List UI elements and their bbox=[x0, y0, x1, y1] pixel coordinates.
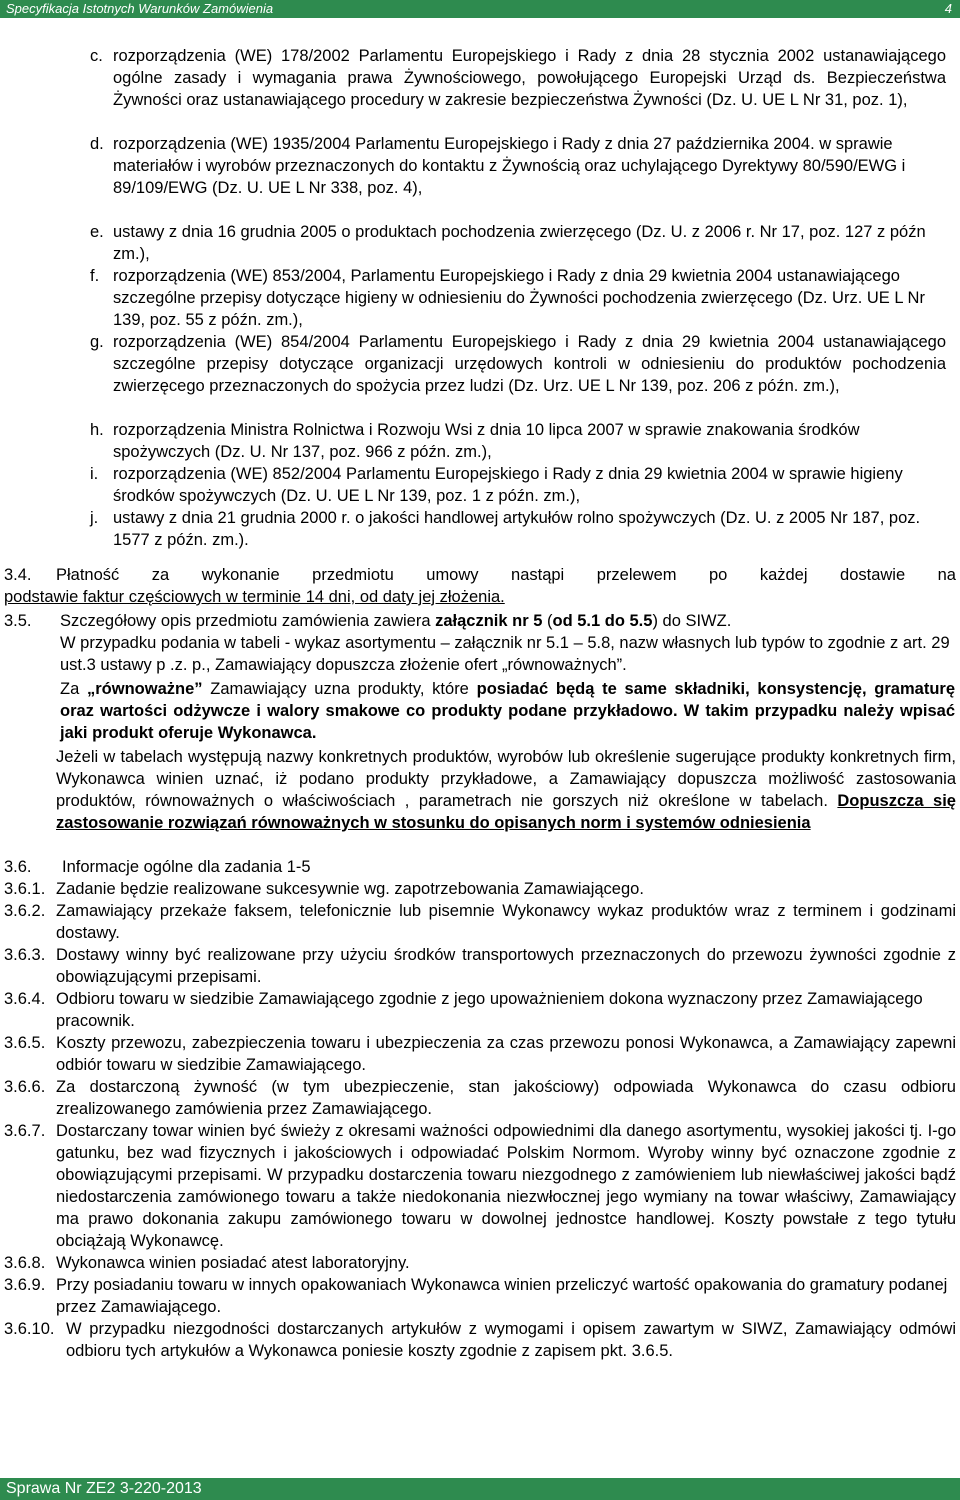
section-3-6-items bbox=[4, 878, 956, 1384]
item-label: 3.6.10. bbox=[4, 1320, 55, 1338]
list-item-text: ustawy z dnia 21 grudnia 2000 r. o jakości handlowej artykułów rolno spożywczych (Dz. U. z 2005 Nr 187, poz. 1577 z późn. zm.). bbox=[113, 509, 921, 549]
list-item bbox=[4, 1274, 956, 1318]
item-text: Dostawy winny być realizowane przy użyciu środków transportowych przeznaczonych do przewozu żywności zgodnie z obowiązującymi przepisami. bbox=[56, 946, 956, 986]
list-item bbox=[4, 878, 956, 900]
list-item-label: j. bbox=[90, 509, 99, 527]
list-item bbox=[4, 1032, 956, 1076]
list-item bbox=[4, 1120, 956, 1252]
section-text: Płatność za wykonanie przedmiotu umowy nastąpi przelewem po każdej dostawie na bbox=[56, 566, 956, 584]
attachment-ref: załącznik nr 5 bbox=[435, 612, 543, 630]
item-text: Przy posiadaniu towaru w innych opakowaniach Wykonawca winien przeliczyć wartość opakowania do gramatury podanej przez Zamawiającego. bbox=[56, 1276, 948, 1316]
list-item bbox=[4, 1076, 956, 1120]
section-heading: Informacje ogólne dla zadania 1-5 bbox=[62, 858, 311, 876]
list-item bbox=[4, 944, 956, 988]
list-item-label: h. bbox=[90, 421, 104, 439]
item-text: Odbioru towaru w siedzibie Zamawiającego zgodnie z jego upoważnieniem dokona wyznaczony przez Zamawiającego pracownik. bbox=[56, 990, 923, 1030]
list-item bbox=[4, 900, 956, 944]
item-text: W przypadku niezgodności dostarczanych artykułów z wymogami i opisem zawartym w SIWZ, Zamawiający odmówi odbioru tych artykułów a Wykonawca poniesie koszty zgodnie z zapisem pkt. 3.6.5. bbox=[66, 1320, 956, 1360]
text-run: ( bbox=[542, 612, 553, 630]
equivalent-definition bbox=[60, 678, 955, 744]
case-reference: Sprawa Nr ZE2 3-220-2013 bbox=[6, 1480, 202, 1497]
list-item-label: c. bbox=[90, 47, 103, 65]
list-item-label: e. bbox=[90, 223, 104, 241]
list-item bbox=[0, 221, 960, 265]
item-label: 3.6.5. bbox=[4, 1034, 46, 1052]
list-item bbox=[4, 1318, 956, 1384]
list-item-text: rozporządzenia Ministra Rolnictwa i Rozwoju Wsi z dnia 10 lipca 2007 w sprawie znakowania środków spożywczych (Dz. U. Nr 137, poz. 966 z późn. zm.), bbox=[113, 421, 860, 461]
list-item bbox=[4, 988, 956, 1032]
item-label: 3.6.2. bbox=[4, 902, 46, 920]
equivalent-solutions-note: Dopuszcza się zastosowanie rozwiązań równoważnych w stosunku do opisanych norm i systemów odniesienia bbox=[56, 792, 956, 832]
item-label: 3.6.1. bbox=[4, 880, 46, 898]
document-title: Specyfikacja Istotnych Warunków Zamówienia bbox=[6, 1, 274, 16]
page-footer bbox=[0, 1478, 960, 1500]
section-3-5 bbox=[4, 610, 956, 834]
item-text: Zadanie będzie realizowane sukcesywnie wg. zapotrzebowania Zamawiającego. bbox=[56, 880, 644, 898]
item-label: 3.6.8. bbox=[4, 1254, 46, 1272]
list-item bbox=[0, 133, 960, 221]
item-text: Zamawiający przekaże faksem, telefonicznie lub pisemnie Wykonawcy wykaz produktów wraz z terminem i godzinami dostawy. bbox=[56, 902, 956, 942]
list-item bbox=[0, 419, 960, 463]
page-number: 4 bbox=[944, 1, 952, 16]
list-item-label: f. bbox=[90, 267, 100, 285]
list-item bbox=[4, 1252, 956, 1274]
list-item-label: i. bbox=[90, 465, 99, 483]
legal-acts-list bbox=[0, 45, 960, 551]
list-item bbox=[0, 507, 960, 551]
item-text: Dostarczany towar winien być świeży z okresami ważności odpowiednimi dla danego asortymentu, wysokiej jakości tj. I-go gatunku, bez wad fizycznych i jakościowych i odpowiadać Polskim Normom. Wyroby winny być oznaczone zgodnie z obowiązującymi przepisami. W przypadku dostarczenia towaru niezgodnego z zamówieniem lub niewłaściwej jakości bądź niedostarczenia zamówionego towaru a także niedokonania niezwłocznej jego wymiany na towar właściwy, Zamawiający ma prawo dokonania zakupu zamówionego towaru w dowolnej jednostce handlowej. Koszty powstałe z tego tytułu obciążają Wykonawcę. bbox=[56, 1122, 956, 1250]
list-item bbox=[0, 45, 960, 133]
list-item-text: rozporządzenia (WE) 853/2004, Parlamentu Europejskiego i Rady z dnia 29 kwietnia 2004 ustanawiającego szczególne przepisy dotyczące higieny w odniesieniu do Żywności pochodzenia zwierzęcego (Dz. Urz. UE L Nr 139, poz. 55 z późn. zm.), bbox=[113, 267, 925, 329]
item-label: 3.6.3. bbox=[4, 946, 46, 964]
list-item-text: rozporządzenia (WE) 1935/2004 Parlamentu Europejskiego i Rady z dnia 27 października 2004. w sprawie materiałów i wyrobów przeznaczonych do kontaktu z Żywnością oraz uchylającego Dyrektywy 80/590/EWG i 89/109/EWG (Dz. U. UE L Nr 338, poz. 4), bbox=[113, 135, 906, 197]
text-run: Za bbox=[60, 680, 87, 698]
list-item bbox=[0, 331, 960, 419]
section-label: 3.6. bbox=[4, 858, 32, 876]
section-label: 3.5. bbox=[4, 612, 32, 630]
list-item-label: d. bbox=[90, 135, 104, 153]
equivalent-term: „równoważne” bbox=[87, 680, 203, 698]
list-item-text: ustawy z dnia 16 grudnia 2005 o produktach pochodzenia zwierzęcego (Dz. U. z 2006 r. Nr 17, poz. 127 z późn zm.), bbox=[113, 223, 926, 263]
section-label: 3.4. bbox=[4, 566, 32, 584]
payment-terms-underlined: podstawie faktur częściowych w terminie 14 dni, od daty jej złożenia. bbox=[4, 588, 505, 606]
text-run: Zamawiający uzna produkty, które bbox=[202, 680, 477, 698]
section-3-4 bbox=[4, 564, 956, 608]
equivalent-paragraph: W przypadku podania w tabeli - wykaz asortymentu – załącznik nr 5.1 – 5.8, nazw własnych lub typów to zgodnie z art. 29 ust.3 ustawy p .z. p., Zamawiający dopuszcza złożenie ofert „równoważnych”. bbox=[60, 634, 950, 674]
item-label: 3.6.4. bbox=[4, 990, 46, 1008]
item-label: 3.6.6. bbox=[4, 1078, 46, 1096]
list-item-text: rozporządzenia (WE) 178/2002 Parlamentu Europejskiego i Rady z dnia 28 stycznia 2002 ustanawiającego ogólne zasady i wymagania prawa Żywnościowego, powołującego Europejski Urząd ds. Bezpieczeństwa Żywności oraz ustanawiającego procedury w zakresie bezpieczeństwa Żywności (Dz. U. UE L Nr 31, poz. 1), bbox=[113, 47, 946, 109]
item-text: Za dostarczoną żywność (w tym ubezpieczenie, stan jakościowy) odpowiada Wykonawca do czasu odbioru zrealizowanego zamówienia przez Zamawiającego. bbox=[56, 1078, 956, 1118]
section-text bbox=[60, 610, 950, 632]
list-item-text: rozporządzenia (WE) 854/2004 Parlamentu Europejskiego i Rady z dnia 29 kwietnia 2004 ustanawiającego szczególne przepisy dotyczące organizacji urzędowych kontroli w odniesieniu do produktów pochodzenia zwierzęcego przeznaczonych do spożycia przez ludzi (Dz. Urz. UE L Nr 139, poz. 206 z późn. zm.), bbox=[113, 333, 946, 395]
list-item-text: rozporządzenia (WE) 852/2004 Parlamentu Europejskiego i Rady z dnia 29 kwietnia 2004 w sprawie higieny środków spożywczych (Dz. U. UE L Nr 139, poz. 1 z późn. zm.), bbox=[113, 465, 903, 505]
equivalent-criteria: posiadać będą te same składniki, konsystencję, gramaturę oraz wartości odżywcze i walory smakowe co produkty podane przykładowo. W takim przypadku należy wpisać jaki produkt oferuje Wykonawca. bbox=[60, 680, 955, 742]
brand-names-paragraph bbox=[56, 746, 956, 834]
attachment-range: od 5.1 do 5.5 bbox=[552, 612, 653, 630]
item-text: Koszty przewozu, zabezpieczenia towaru i ubezpieczenia za czas przewozu ponosi Wykonawca, a Zamawiający zapewni odbiór towaru w siedzibie Zamawiającego. bbox=[56, 1034, 956, 1074]
list-item bbox=[0, 265, 960, 331]
page-header bbox=[0, 0, 960, 18]
item-text: Wykonawca winien posiadać atest laboratoryjny. bbox=[56, 1254, 410, 1272]
section-3-6 bbox=[4, 856, 956, 878]
text-run: ) do SIWZ. bbox=[652, 612, 732, 630]
item-label: 3.6.7. bbox=[4, 1122, 46, 1140]
text-run: Szczegółowy opis przedmiotu zamówienia zawiera bbox=[60, 612, 436, 630]
list-item-label: g. bbox=[90, 333, 104, 351]
text-run: Jeżeli w tabelach występują nazwy konkretnych produktów, wyrobów lub określenie sugerujące produkty konkretnych firm, Wykonawca winien uznać, iż podano produkty przykładowe, a Zamawiający dopuszcza możliwość zastosowania produktów, równoważnych o właściwościach , parametrach nie gorszych niż określone w tabelach. bbox=[56, 748, 956, 810]
item-label: 3.6.9. bbox=[4, 1276, 46, 1294]
list-item bbox=[0, 463, 960, 507]
